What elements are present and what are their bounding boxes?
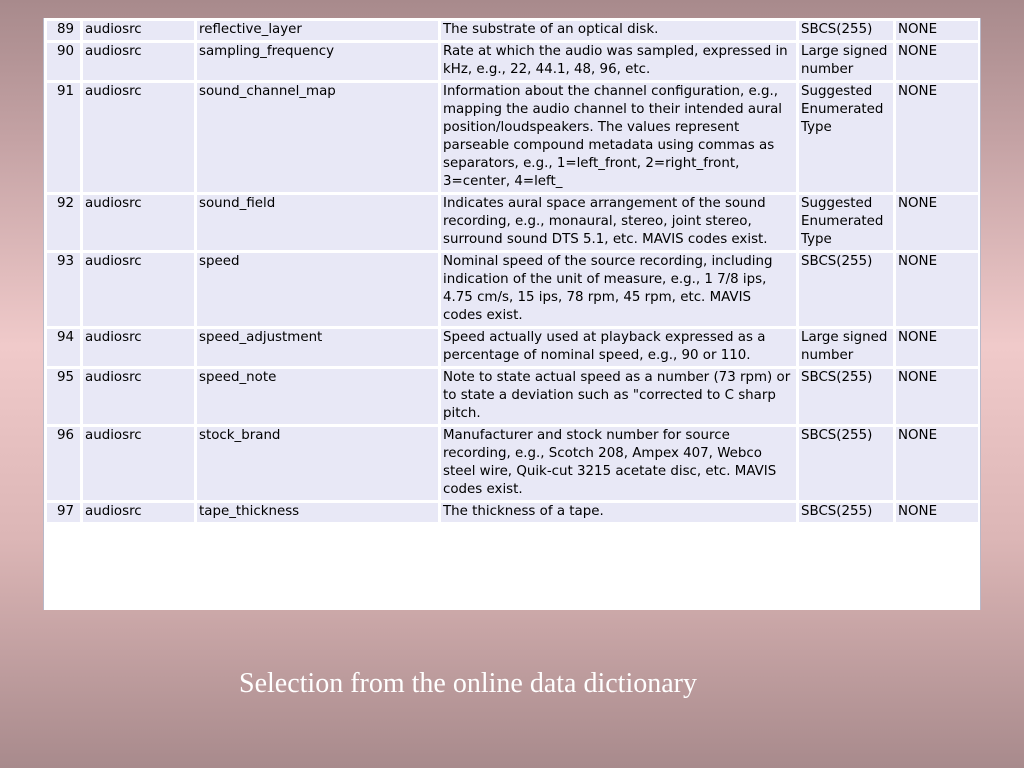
table-name-cell: audiosrc bbox=[82, 368, 194, 424]
data-type-cell: Large signed number bbox=[798, 42, 893, 80]
row-number-cell: 97 bbox=[46, 502, 80, 522]
row-number-cell: 92 bbox=[46, 194, 80, 250]
table-name-cell: audiosrc bbox=[82, 252, 194, 326]
table-row bbox=[46, 368, 978, 424]
data-type-cell: SBCS(255) bbox=[798, 368, 893, 424]
data-type-cell: SBCS(255) bbox=[798, 20, 893, 40]
constraint-cell: NONE bbox=[895, 20, 978, 40]
table-row bbox=[46, 20, 978, 40]
data-type-cell: Suggested Enumerated Type bbox=[798, 194, 893, 250]
data-dictionary-table bbox=[43, 18, 981, 610]
description-cell: Speed actually used at playback expressed as a percentage of nominal speed, e.g., 90 or 110. bbox=[440, 328, 796, 366]
table-row bbox=[46, 426, 978, 500]
constraint-cell: NONE bbox=[895, 42, 978, 80]
slide-caption: Selection from the online data dictionary bbox=[239, 668, 697, 699]
constraint-cell: NONE bbox=[895, 252, 978, 326]
constraint-cell: NONE bbox=[895, 502, 978, 522]
row-number-cell: 90 bbox=[46, 42, 80, 80]
description-cell: Manufacturer and stock number for source recording, e.g., Scotch 208, Ampex 407, Webco steel wire, Quik-cut 3215 acetate disc, etc. MAVIS codes exist. bbox=[440, 426, 796, 500]
field-name-cell: reflective_layer bbox=[196, 20, 438, 40]
table-row bbox=[46, 502, 978, 522]
description-cell: The thickness of a tape. bbox=[440, 502, 796, 522]
table-name-cell: audiosrc bbox=[82, 328, 194, 366]
field-name-cell: stock_brand bbox=[196, 426, 438, 500]
field-name-cell: speed_note bbox=[196, 368, 438, 424]
description-cell: Indicates aural space arrangement of the sound recording, e.g., monaural, stereo, joint stereo, surround sound DTS 5.1, etc. MAVIS codes exist. bbox=[440, 194, 796, 250]
table-name-cell: audiosrc bbox=[82, 42, 194, 80]
table-row bbox=[46, 82, 978, 192]
table-row bbox=[46, 252, 978, 326]
data-type-cell: SBCS(255) bbox=[798, 252, 893, 326]
constraint-cell: NONE bbox=[895, 426, 978, 500]
row-number-cell: 94 bbox=[46, 328, 80, 366]
table-name-cell: audiosrc bbox=[82, 194, 194, 250]
description-cell: Information about the channel configuration, e.g., mapping the audio channel to their intended aural position/loudspeakers. The values represent parseable compound metadata using commas as separators, e.g., 1=left_front, 2=right_front, 3=center, 4=left_ bbox=[440, 82, 796, 192]
field-name-cell: sound_channel_map bbox=[196, 82, 438, 192]
table-name-cell: audiosrc bbox=[82, 426, 194, 500]
data-type-cell: SBCS(255) bbox=[798, 426, 893, 500]
row-number-cell: 91 bbox=[46, 82, 80, 192]
table-name-cell: audiosrc bbox=[82, 20, 194, 40]
constraint-cell: NONE bbox=[895, 368, 978, 424]
description-cell: Note to state actual speed as a number (73 rpm) or to state a deviation such as "corrected to C sharp pitch. bbox=[440, 368, 796, 424]
constraint-cell: NONE bbox=[895, 82, 978, 192]
description-cell: Rate at which the audio was sampled, expressed in kHz, e.g., 22, 44.1, 48, 96, etc. bbox=[440, 42, 796, 80]
description-cell: The substrate of an optical disk. bbox=[440, 20, 796, 40]
field-name-cell: tape_thickness bbox=[196, 502, 438, 522]
row-number-cell: 93 bbox=[46, 252, 80, 326]
table-body bbox=[46, 20, 978, 522]
row-number-cell: 96 bbox=[46, 426, 80, 500]
data-type-cell: SBCS(255) bbox=[798, 502, 893, 522]
data-type-cell: Large signed number bbox=[798, 328, 893, 366]
field-name-cell: sampling_frequency bbox=[196, 42, 438, 80]
data-type-cell: Suggested Enumerated Type bbox=[798, 82, 893, 192]
table-name-cell: audiosrc bbox=[82, 502, 194, 522]
table-row bbox=[46, 42, 978, 80]
row-number-cell: 89 bbox=[46, 20, 80, 40]
row-number-cell: 95 bbox=[46, 368, 80, 424]
constraint-cell: NONE bbox=[895, 328, 978, 366]
field-name-cell: speed_adjustment bbox=[196, 328, 438, 366]
table-row bbox=[46, 328, 978, 366]
table-name-cell: audiosrc bbox=[82, 82, 194, 192]
table-row bbox=[46, 194, 978, 250]
constraint-cell: NONE bbox=[895, 194, 978, 250]
description-cell: Nominal speed of the source recording, including indication of the unit of measure, e.g., 1 7/8 ips, 4.75 cm/s, 15 ips, 78 rpm, 45 rpm, etc. MAVIS codes exist. bbox=[440, 252, 796, 326]
field-name-cell: speed bbox=[196, 252, 438, 326]
field-name-cell: sound_field bbox=[196, 194, 438, 250]
